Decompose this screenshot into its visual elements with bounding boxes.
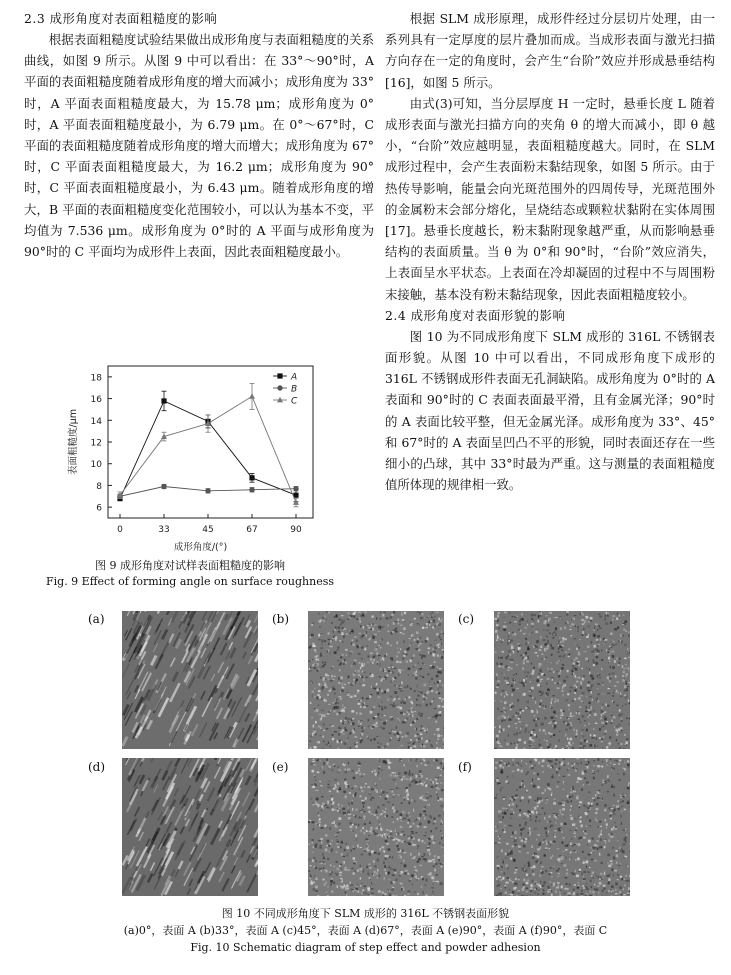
data-point-b — [249, 487, 254, 492]
y-axis-label: 表面粗糙度/μm — [68, 409, 79, 475]
legend-marker — [277, 385, 282, 390]
y-tick-label: 16 — [90, 395, 102, 406]
legend-label-c: C — [291, 396, 298, 407]
data-point-c — [249, 393, 255, 399]
x-tick-label: 45 — [202, 525, 214, 535]
x-tick-label: 90 — [290, 525, 302, 535]
data-point-a — [249, 475, 254, 480]
y-tick-label: 12 — [90, 438, 102, 449]
paragraph: 根据表面粗糙度试验结果做出成形角度与表面粗糙度的关系曲线，如图 9 所示。从图 9 中可以看出：在 33°～90°时，A 平面的表面粗糙度随着成形角度的增大而减小；成形角度为 33°时，A 平面表面粗糙度最大，为 15.78 μm；成形角度为 0°时，A 平面表面粗糙度最小，为 6.79 μm。在 0°～67°时，C 平面的表面粗糙度随着成形角度的增大而增大；成形角度为 67°时，C 平面表面粗糙度最大，为 16.2 μm；成形角度为 90°时，C 平面表面粗糙度最小，为 6.43 μm。随着成形角度的增大，B 平面的表面粗糙度变化范围较小，可以认为基本不变，平均值为 7.536 μm。成形角度为 0°时的 A 平面与成形角度为 90°时的 C 平面均为成形件上表面，因此表面粗糙度最小。 — [24, 32, 374, 260]
legend-marker — [277, 373, 282, 378]
series-line-c — [120, 396, 296, 502]
legend-label-b: B — [291, 384, 298, 395]
micrograph-image — [494, 611, 630, 749]
panel-label: (b) — [272, 612, 290, 626]
figure-10 — [0, 606, 731, 906]
micrograph-image — [308, 611, 444, 749]
figure-9-caption — [0, 558, 380, 590]
x-tick-label: 0 — [117, 525, 123, 535]
left-column — [24, 8, 374, 262]
micrograph-image — [308, 758, 444, 896]
y-tick-label: 10 — [90, 460, 102, 471]
caption-cn: 图 9 成形角度对试样表面粗糙度的影响 — [95, 559, 285, 572]
paragraph: 图 10 为不同成形角度下 SLM 成形的 316L 不锈钢表面形貌。从图 10 中可以看出，不同成形角度下成形的 316L 不锈钢成形件表面无孔洞缺陷。成形角度为 0°时的 A 表面和 90°时的 C 表面表面最平滑，且有金属光泽；90°时的 A 表面比较平整，但无金属光泽。成形角度为 33°、45°和 67°时的 A 表面呈凹凸不平的形貌，同时表面还存在一些细小的凸球，其中 33°时最为严重。这与测量的表面粗糙度值所体现的规律相一致。 — [385, 328, 715, 493]
paragraph: 由式(3)可知，当分层厚度 H 一定时，悬垂长度 L 随着成形表面与激光扫描方向的夹角 θ 的增大而减小，即 θ 越小，“台阶”效应越明显，表面粗糙度越大。同时，在 SLM 成形过程中，会产生表面粉末黏结现象，如图 5 所示。由于热传导影响，能量会向光斑范围外的四周传导，光斑范围外的金属粉末会部分熔化，呈烧结态或颗粒状黏附在实体周围[17]。悬垂长度越长，粉末黏附现象越严重，从而影响悬垂结构的表面质量。当 θ 为 0°和 90°时，“台阶”效应消失，上表面呈水平状态。上表面在冷却凝固的过程中不与周围粉末接触，基本没有粉末黏结现象，因此表面粗糙度较小。 — [385, 95, 715, 302]
y-tick-label: 8 — [96, 481, 102, 492]
panel-label: (a) — [88, 612, 105, 626]
caption-cn: 图 10 不同成形角度下 SLM 成形的 316L 不锈钢表面形貌 — [221, 907, 510, 920]
micrograph-image — [122, 611, 258, 749]
figure-10-caption — [0, 905, 731, 956]
panel-label: (f) — [458, 760, 472, 774]
y-tick-label: 18 — [90, 373, 102, 384]
y-tick-label: 14 — [90, 416, 102, 427]
panel-label: (e) — [272, 760, 289, 774]
panel-label: (c) — [458, 612, 475, 626]
paragraph: 根据 SLM 成形原理，成形件经过分层切片处理，由一系列具有一定厚度的层片叠加而成。当成形表面与激光扫描方向存在一定的角度时，会产生“台阶”效应并形成悬垂结构[16]，如图 5 所示。 — [385, 11, 715, 90]
legend-label-a: A — [291, 372, 298, 383]
micrograph-image — [122, 758, 258, 896]
data-point-b — [293, 486, 298, 491]
right-column — [385, 8, 715, 495]
data-point-a — [161, 398, 166, 403]
section-title-2-4: 2.4 成形角度对表面形貌的影响 — [385, 307, 566, 323]
roughness-chart — [58, 358, 358, 554]
data-point-b — [161, 484, 166, 489]
caption-en: Fig. 10 Schematic diagram of step effect and powder adhesion — [190, 941, 541, 954]
x-tick-label: 67 — [246, 525, 258, 535]
caption-sub: (a)0°，表面 A (b)33°，表面 A (c)45°，表面 A (d)67°，表面 A (e)90°，表面 A (f)90°，表面 C — [123, 924, 608, 937]
data-point-b — [205, 488, 210, 493]
section-title-2-3: 2.3 成形角度对表面粗糙度的影响 — [24, 11, 218, 26]
caption-en: Fig. 9 Effect of forming angle on surface roughness — [46, 575, 334, 588]
x-tick-label: 33 — [158, 525, 170, 535]
y-tick-label: 6 — [96, 503, 102, 514]
panel-label: (d) — [88, 760, 106, 774]
x-axis-label: 成形角度/(°) — [173, 542, 228, 553]
micrograph-image — [494, 758, 630, 896]
